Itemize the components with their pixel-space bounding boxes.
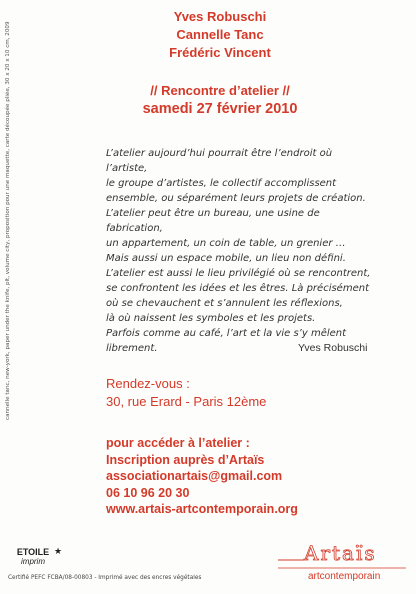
printer-logo	[8, 548, 58, 566]
description-line: se confrontent les idées et les êtres. Là précisément	[106, 283, 369, 294]
phone-number: 06 10 96 20 30	[106, 485, 190, 500]
email-link[interactable]: associationartais@gmail.com	[106, 469, 283, 483]
access-block	[106, 435, 298, 518]
side-caption: cannelle tanc, new-york, paper under the knife, plt, volume city, proposition pour une maquette, carte découpée pliée, 30 x 20 x 10 cm, 2009	[5, 21, 11, 420]
header	[120, 8, 320, 118]
description-text	[106, 146, 371, 356]
rendezvous-address: 30, rue Erard - Paris 12ème	[106, 394, 267, 409]
artist-name-2: Cannelle Tanc	[176, 27, 264, 42]
description-line: L’atelier peut être un bureau, une usine de fabrication,	[106, 208, 320, 234]
description-line: L’atelier est aussi le lieu privilégié où se rencontrent,	[106, 268, 371, 279]
description-line: Parfois comme au café, l’art et la vie s’y mêlent	[106, 328, 347, 339]
event-date: samedi 27 février 2010	[142, 101, 298, 117]
star-icon: ★	[54, 546, 63, 556]
website-link[interactable]: www.artais-artcontemporain.org	[106, 502, 298, 516]
description-line: où se chevauchent et s’annulent les réflexions,	[106, 298, 343, 309]
rendezvous-label: Rendez-vous :	[106, 376, 190, 391]
printer-name: ETOILE	[16, 547, 50, 557]
signature: Yves Robuschi	[298, 342, 368, 354]
access-title: pour accéder à l’atelier :	[106, 436, 250, 450]
printer-sub: imprim	[21, 557, 45, 566]
description-line: L’atelier aujourd’hui pourrait être l’endroit où l’artiste,	[106, 148, 333, 174]
artist-name-3: Frédéric Vincent	[169, 45, 271, 60]
description-line: là où naissent les symboles et les projets.	[106, 313, 316, 324]
description-line: Mais aussi un espace mobile, un lieu non défini.	[106, 253, 346, 264]
artais-logo	[278, 538, 408, 588]
logo-tagline: artcontemporain	[308, 571, 381, 582]
description-line: le groupe d’artistes, le collectif accomplissent	[106, 178, 337, 189]
rendezvous-block	[106, 375, 266, 411]
description-line: un appartement, un coin de table, un grenier …	[106, 238, 346, 249]
artist-name-1: Yves Robuschi	[173, 9, 267, 24]
description-line: ensemble, ou séparément leurs projets de création.	[106, 193, 366, 204]
event-title: // Rencontre d’atelier //	[150, 83, 290, 98]
description-line: librement.	[106, 343, 158, 354]
artais-logo-graphic	[278, 538, 408, 588]
registration-text: Inscription auprès d’Artaïs	[106, 452, 265, 467]
certification-text: Certifié PEFC FCBA/08-00803 - Imprimé avec des encres végétales	[8, 575, 202, 581]
logo-brand: Artaïs	[304, 541, 377, 565]
